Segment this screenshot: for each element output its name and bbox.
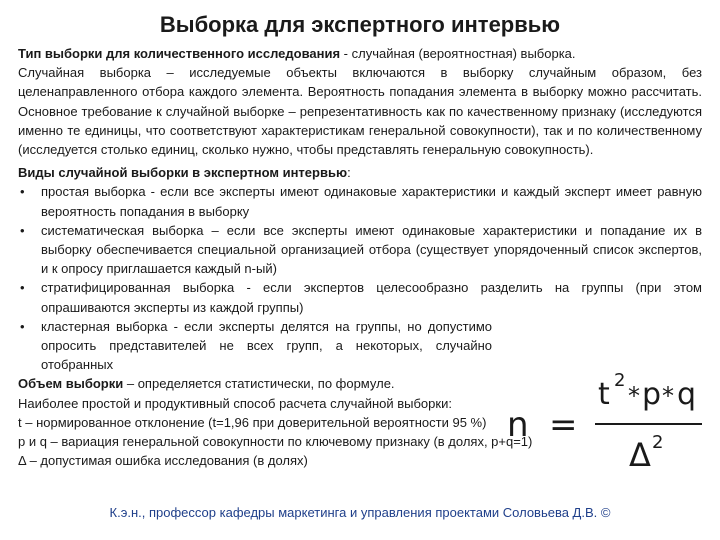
list-item bbox=[18, 182, 702, 220]
formula-op2: * bbox=[662, 382, 674, 410]
method-line: Наиболее простой и продуктивный способ расчета случайной выборки: bbox=[18, 395, 452, 411]
formula-p: p bbox=[642, 377, 662, 412]
formula-t-exponent: 2 bbox=[614, 370, 626, 391]
formula-q: q bbox=[677, 377, 697, 412]
bullet-icon: • bbox=[20, 184, 25, 200]
volume-heading-rest: – определяется статистически, по формуле. bbox=[123, 376, 395, 392]
types-heading-rest: : bbox=[347, 165, 351, 181]
list-item-text: систематическая выборка – если все эксперты имеют одинаковые характеристики и попадание их в выборку обеспечивается специальной организацией отбора (существует упорядоченный список экспертов, и к опросу приглашается каждый n-ый) bbox=[41, 222, 702, 277]
bullet-icon: • bbox=[20, 222, 25, 238]
intro-heading-rest: - случайная (вероятностная) выборка. bbox=[340, 46, 576, 61]
sample-size-formula bbox=[505, 364, 705, 476]
formula-n: n bbox=[507, 405, 529, 445]
formula-op1: * bbox=[628, 382, 640, 410]
intro-paragraph bbox=[18, 44, 702, 159]
bullet-icon: • bbox=[20, 280, 25, 296]
intro-heading: Тип выборки для количественного исследования bbox=[18, 46, 341, 61]
formula-equals: = bbox=[549, 405, 578, 445]
volume-heading: Объем выборки bbox=[18, 376, 124, 392]
footer-credit: К.э.н., профессор кафедры маркетинга и управления проектами Соловьева Д.В. © bbox=[109, 505, 611, 520]
types-list bbox=[18, 182, 702, 374]
formula-delta-exponent: 2 bbox=[652, 432, 664, 453]
list-item-text: простая выборка - если все эксперты имеют одинаковые характеристики и каждый эксперт имеет равную вероятность попадания в выборку bbox=[41, 184, 702, 219]
intro-text: Случайная выборка – исследуемые объекты включаются в выборку случайным образом, без целенаправленного отбора каждого элемента. Вероятность попадания элемента в выборку можно рассчитать. Основное требование к случайной выборке – репрезентативность как по качественному признаку (исследуются именно те единицы, что соответствуют характеристикам генеральной совокупности), так и по количественному (исследуется столько единиц, сколько нужно, чтобы представлять генеральную совокупность). bbox=[18, 65, 702, 158]
list-item bbox=[18, 221, 702, 279]
formula-delta: Δ bbox=[629, 436, 651, 474]
formula-t: t bbox=[598, 377, 610, 412]
t-definition: t – нормированное отклонение (t=1,96 при доверительной вероятности 95 %) bbox=[18, 414, 487, 430]
delta-definition: Δ – допустимая ошибка исследования (в долях) bbox=[18, 453, 308, 469]
types-heading-line bbox=[18, 163, 702, 182]
list-item-text: стратифицированная выборка - если экспертов целесообразно разделить на группы (при этом опрашиваются эксперты из каждой группы) bbox=[41, 280, 702, 315]
pq-definition: p и q – вариация генеральной совокупности по ключевому признаку (в долях, p+q=1) bbox=[18, 434, 533, 450]
types-heading: Виды случайной выборки в экспертном интервью bbox=[18, 165, 348, 181]
list-item-text: кластерная выборка - если эксперты делятся на группы, но допустимо опросить представителей не всех групп, а некоторых, случайно отобранных bbox=[41, 318, 492, 373]
bullet-icon: • bbox=[20, 318, 25, 334]
list-item bbox=[18, 278, 702, 316]
types-section bbox=[18, 163, 702, 374]
slide-title: Выборка для экспертного интервью bbox=[159, 12, 561, 37]
